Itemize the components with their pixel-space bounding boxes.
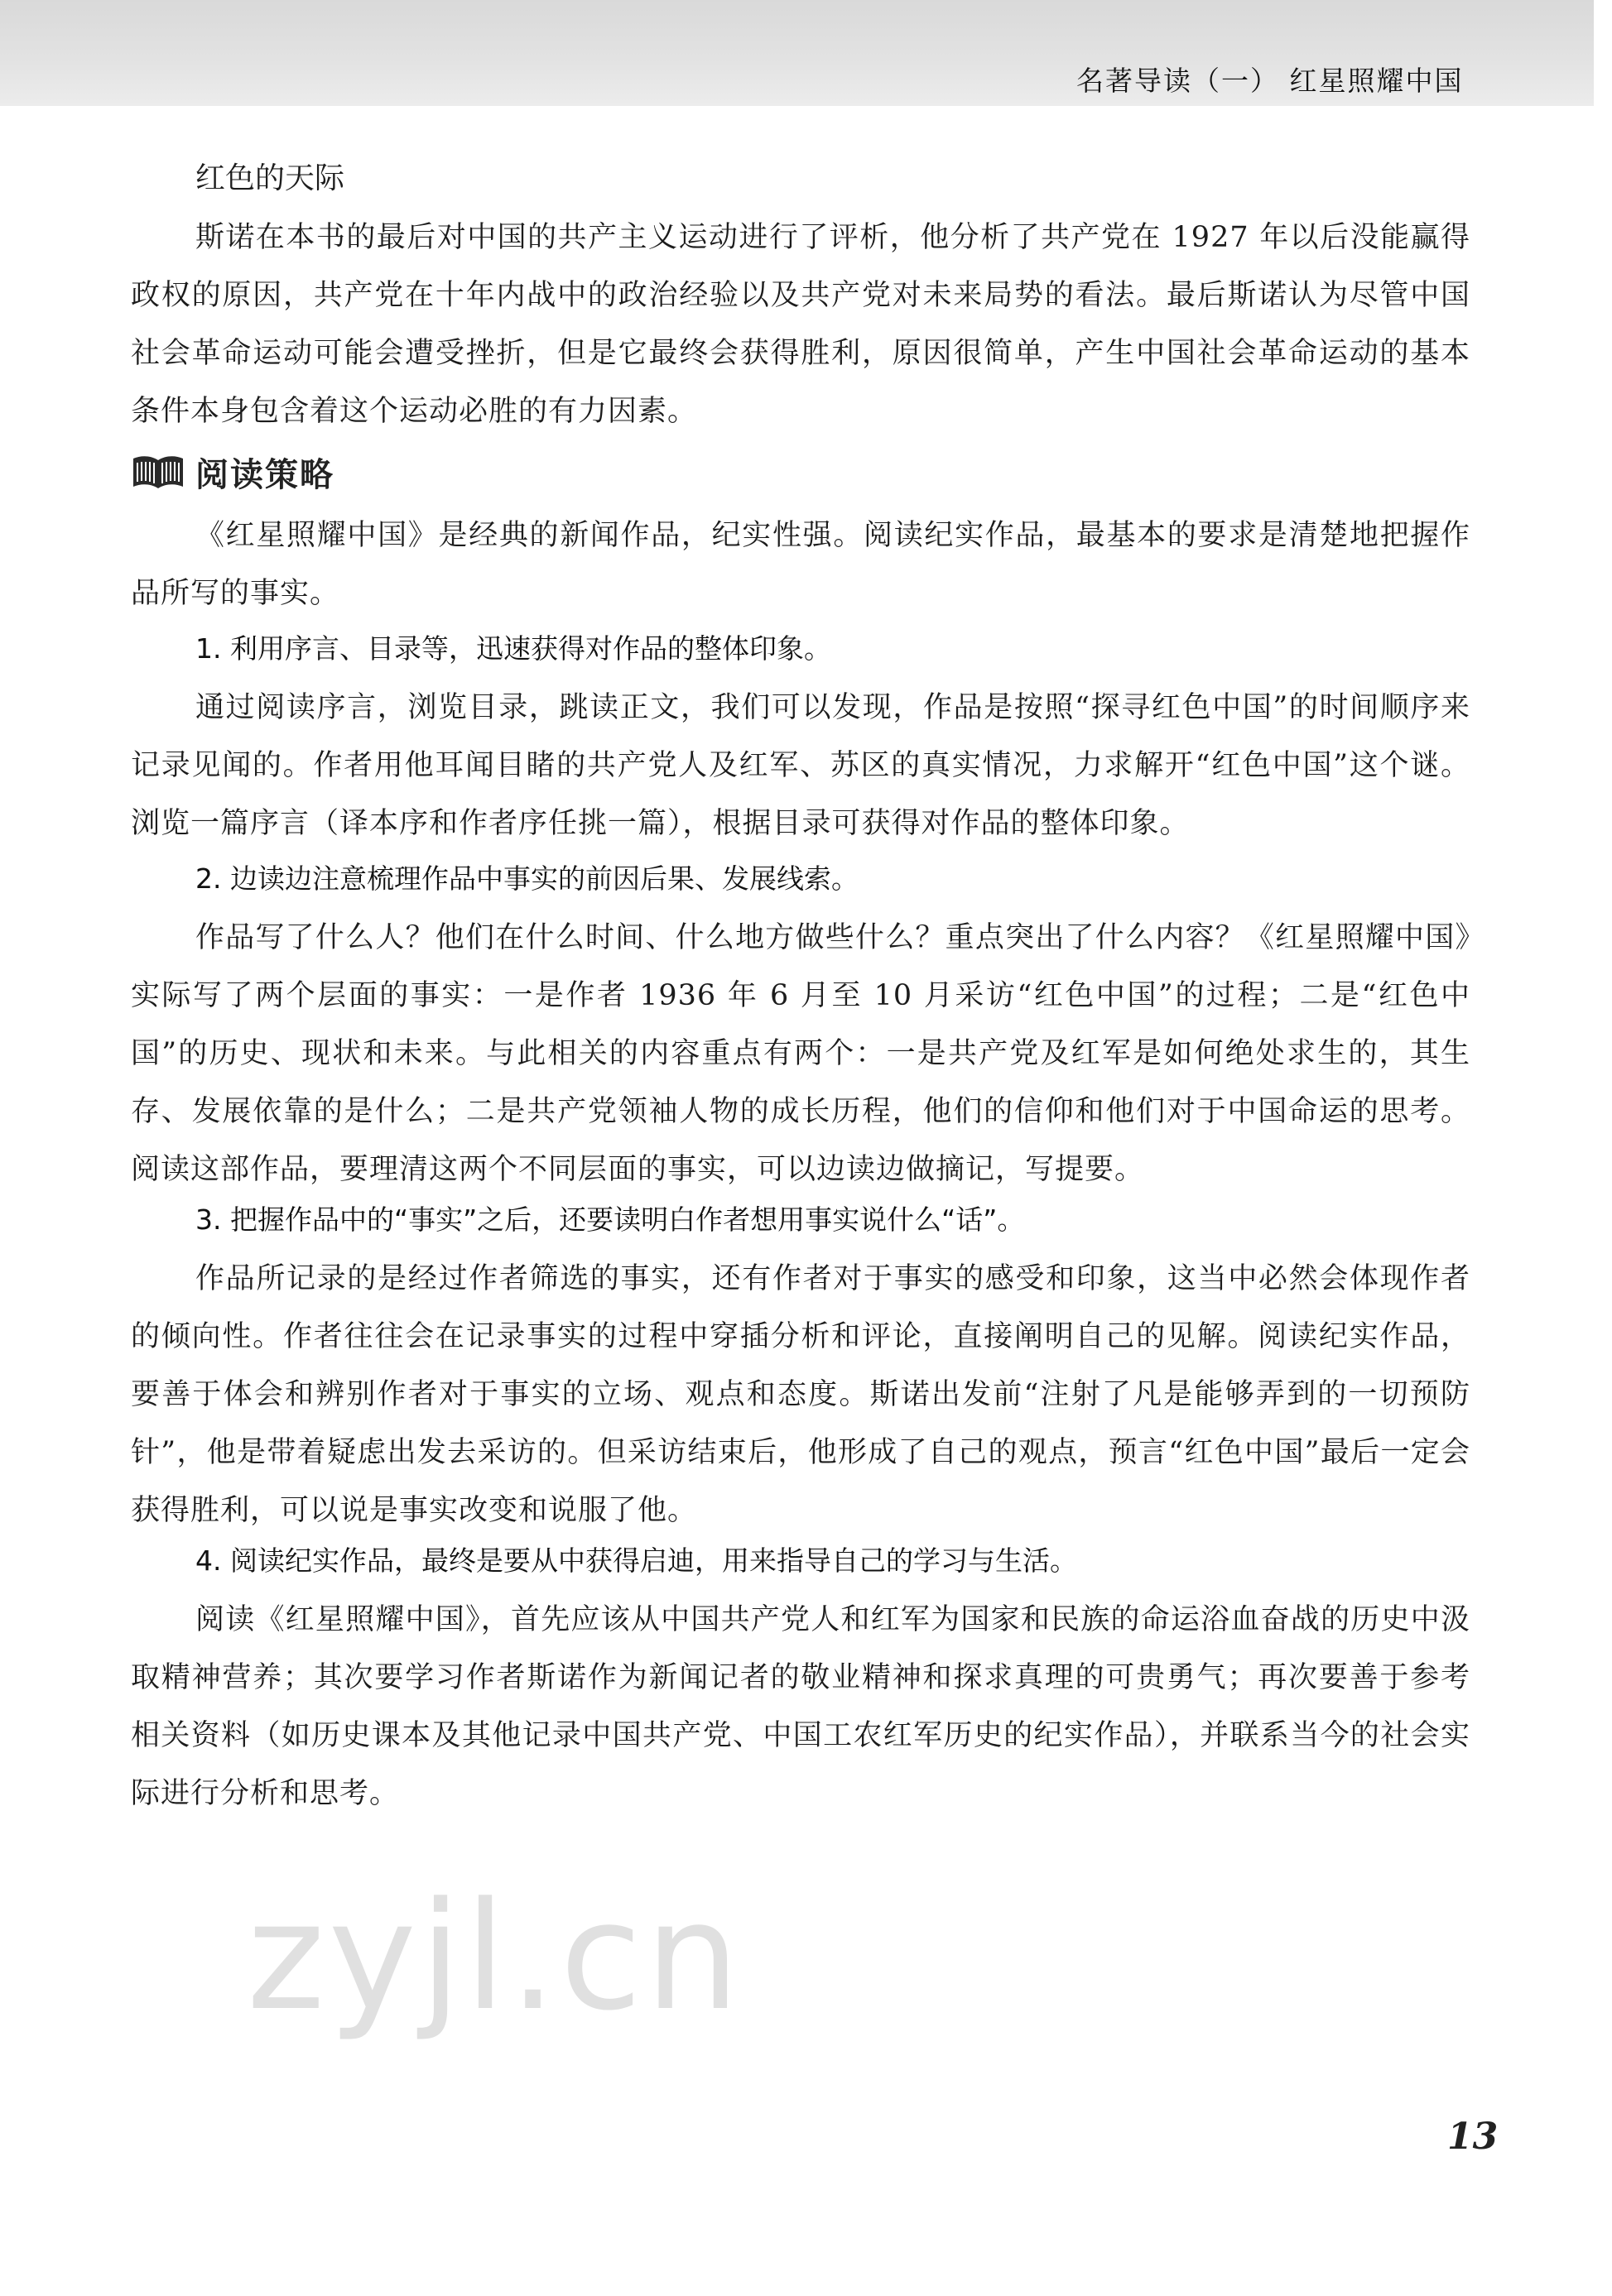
point-text-1: 通过阅读序言，浏览目录，跳读正文，我们可以发现，作品是按照“探寻红色中国”的时间顺序来记录见闻的。作者用他耳闻目睹的共产党人及红军、苏区的真实情况，力求解开“红色中国”这个谜。浏览一篇序言（译本序和作者序任挑一篇），根据目录可获得对作品的整体印象。: [131, 691, 1470, 840]
point-heading-2: 2. 边读边注意梳理作品中事实的前因后果、发展线索。: [195, 862, 859, 895]
point-paragraph-3: [131, 1250, 1470, 1539]
running-header: 名著导读（一） 红星照耀中国: [1076, 65, 1464, 97]
point-paragraph-2: [131, 909, 1470, 1198]
intro-text: 《红星照耀中国》是经典的新闻作品，纪实性强。阅读纪实作品，最基本的要求是清楚地把握作品所写的事实。: [131, 519, 1470, 610]
subsection-heading: 红色的天际: [195, 161, 345, 195]
section-heading: [131, 443, 334, 501]
watermark: zyjl.cn: [247, 1871, 743, 2044]
page-number: 13: [1447, 2116, 1499, 2158]
section-title: 阅读策略: [195, 455, 334, 494]
point-text-2: 作品写了什么人？他们在什么时间、什么地方做些什么？重点突出了什么内容？《红星照耀中国》实际写了两个层面的事实：一是作者 1936 年 6 月至 10 月采访“红色中国”的过程；二是“红色中国”的历史、现状和未来。与此相关的内容重点有两个：一是共产党及红军是如何绝处求生的，其生存、发展依靠的是什么；二是共产党领袖人物的成长历程，他们的信仰和他们对于中国命运的思考。阅读这部作品，要理清这两个不同层面的事实，可以边读边做摘记，写提要。: [131, 921, 1470, 1186]
point-text-4: 阅读《红星照耀中国》，首先应该从中国共产党人和红军为国家和民族的命运浴血奋战的历史中汲取精神营养；其次要学习作者斯诺作为新闻记者的敬业精神和探求真理的可贵勇气；再次要善于参考相关资料（如历史课本及其他记录中国共产党、中国工农红军历史的纪实作品），并联系当今的社会实际进行分析和思考。: [131, 1603, 1470, 1810]
section-paragraph: [131, 209, 1470, 440]
point-heading-3: 3. 把握作品中的“事实”之后，还要读明白作者想用事实说什么“话”。: [195, 1203, 1025, 1236]
point-paragraph-1: [131, 679, 1470, 853]
paragraph-text: 斯诺在本书的最后对中国的共产主义运动进行了评析，他分析了共产党在 1927 年以后没能赢得政权的原因，共产党在十年内战中的政治经验以及共产党对未来局势的看法。最后斯诺认为尽管中国社会革命运动可能会遭受挫折，但是它最终会获得胜利，原因很简单，产生中国社会革命运动的基本条件本身包含着这个运动必胜的有力因素。: [131, 221, 1470, 428]
point-heading-4: 4. 阅读纪实作品，最终是要从中获得启迪，用来指导自己的学习与生活。: [195, 1544, 1077, 1577]
point-text-3: 作品所记录的是经过作者筛选的事实，还有作者对于事实的感受和印象，这当中必然会体现作者的倾向性。作者往往会在记录事实的过程中穿插分析和评论，直接阐明自己的见解。阅读纪实作品，要善于体会和辨别作者对于事实的立场、观点和态度。斯诺出发前“注射了凡是能够弄到的一切预防针”，他是带着疑虑出发去采访的。但采访结束后，他形成了自己的观点，预言“红色中国”最后一定会获得胜利，可以说是事实改变和说服了他。: [131, 1262, 1470, 1527]
point-heading-1: 1. 利用序言、目录等，迅速获得对作品的整体印象。: [195, 632, 831, 665]
open-book-icon: [131, 454, 185, 490]
point-paragraph-4: [131, 1591, 1470, 1823]
intro-paragraph: [131, 507, 1470, 622]
